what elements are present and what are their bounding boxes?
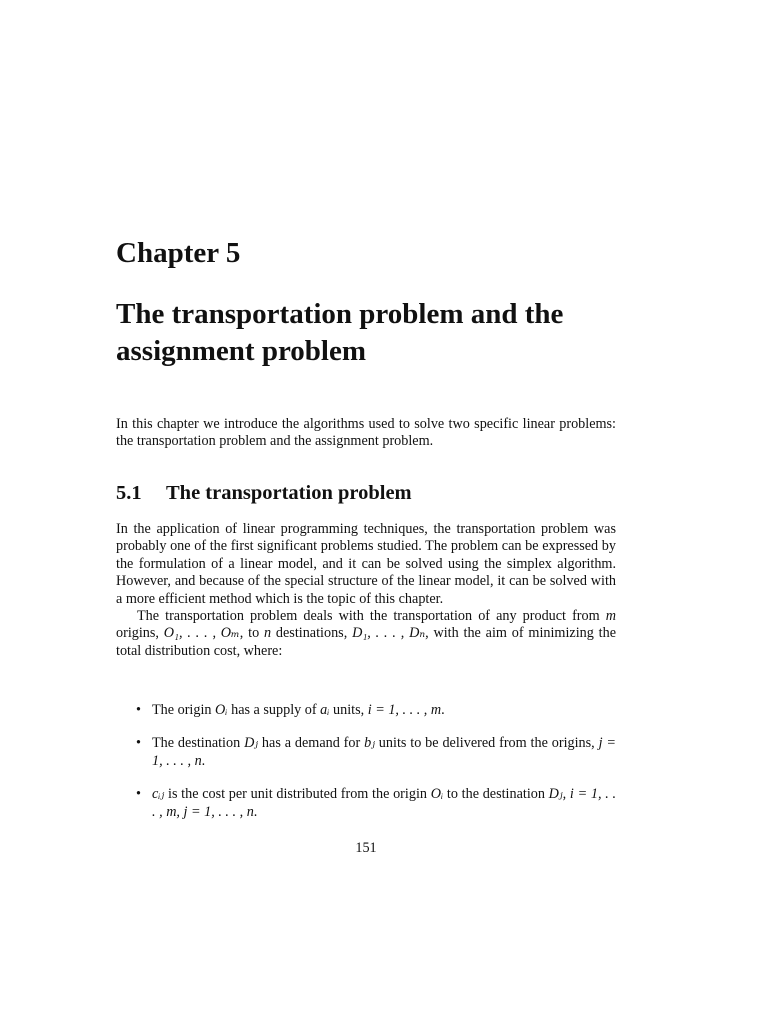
list-item-text: units to be delivered from the origins, bbox=[374, 735, 599, 752]
list-item-text: . bbox=[441, 702, 445, 718]
chapter-intro: In this chapter we introduce the algorithms used to solve two specific linear problems: the transportation problem and the assignment problem. bbox=[116, 416, 616, 450]
math-expression: Dⱼ bbox=[244, 735, 259, 752]
book-page bbox=[116, 0, 616, 1024]
list-item-text: . bbox=[201, 752, 206, 769]
paragraph-2-text-5: , with the aim of minimizing the total distribution cost, where: bbox=[116, 625, 616, 659]
paragraph-2-text-1: The transportation problem deals with the transportation of any product from bbox=[137, 608, 606, 625]
list-item-text: The origin bbox=[152, 702, 216, 718]
list-item-text: to the destination bbox=[443, 786, 549, 803]
paragraph-2 bbox=[116, 608, 616, 660]
math-m: m bbox=[605, 608, 616, 625]
paragraph-2-text-4: destinations, bbox=[271, 625, 353, 642]
section-number: 5.1 bbox=[116, 482, 142, 504]
list-item bbox=[116, 735, 616, 770]
bullet-icon: • bbox=[136, 702, 141, 718]
math-expression: cᵢⱼ bbox=[152, 786, 165, 803]
math-expression: Dⱼ, i = 1, . . . , m, j = 1, . . . , n bbox=[152, 786, 616, 820]
paragraph-1: In the application of linear programming techniques, the transportation problem was probably one of the first significant problems studied. The problem can be expressed by the formulation of a linear model, and it can be solved using the simplex algorithm. However, and because of the special structure of the linear model, it can be solved with a more efficient method which is the topic of this chapter. bbox=[116, 521, 616, 607]
chapter-label: Chapter 5 bbox=[116, 237, 241, 269]
definition-list bbox=[116, 702, 616, 837]
math-expression: Oᵢ bbox=[215, 702, 228, 718]
list-item bbox=[116, 702, 616, 719]
math-expression: aᵢ bbox=[320, 702, 330, 718]
list-item-text: . bbox=[253, 803, 258, 820]
list-item-text: has a supply of bbox=[227, 702, 321, 718]
math-expression: bⱼ bbox=[364, 735, 375, 752]
math-origins: O₁, . . . , Oₘ bbox=[163, 625, 240, 642]
math-expression: Oᵢ bbox=[430, 786, 444, 803]
section-heading bbox=[116, 481, 412, 506]
chapter-title: The transportation problem and the assignment problem bbox=[116, 298, 564, 367]
math-expression: i = 1, . . . , m bbox=[367, 702, 442, 718]
list-item-text: units, bbox=[329, 702, 368, 718]
list-item-text: has a demand for bbox=[258, 735, 365, 752]
list-item-text: The destination bbox=[152, 735, 245, 752]
math-destinations: D₁, . . . , Dₙ bbox=[352, 625, 426, 642]
page-number: 151 bbox=[355, 840, 377, 856]
math-expression: j = 1, . . . , n bbox=[152, 735, 616, 769]
section-title: The transportation problem bbox=[166, 482, 412, 504]
paragraph-2-text-3: , to bbox=[239, 625, 264, 642]
bullet-icon: • bbox=[136, 735, 141, 752]
list-item bbox=[116, 786, 616, 821]
math-n: n bbox=[264, 625, 272, 642]
bullet-icon: • bbox=[136, 786, 141, 803]
list-item-text: is the cost per unit distributed from the origin bbox=[164, 786, 431, 803]
section-body bbox=[116, 521, 616, 660]
paragraph-2-text-2: origins, bbox=[116, 625, 164, 642]
